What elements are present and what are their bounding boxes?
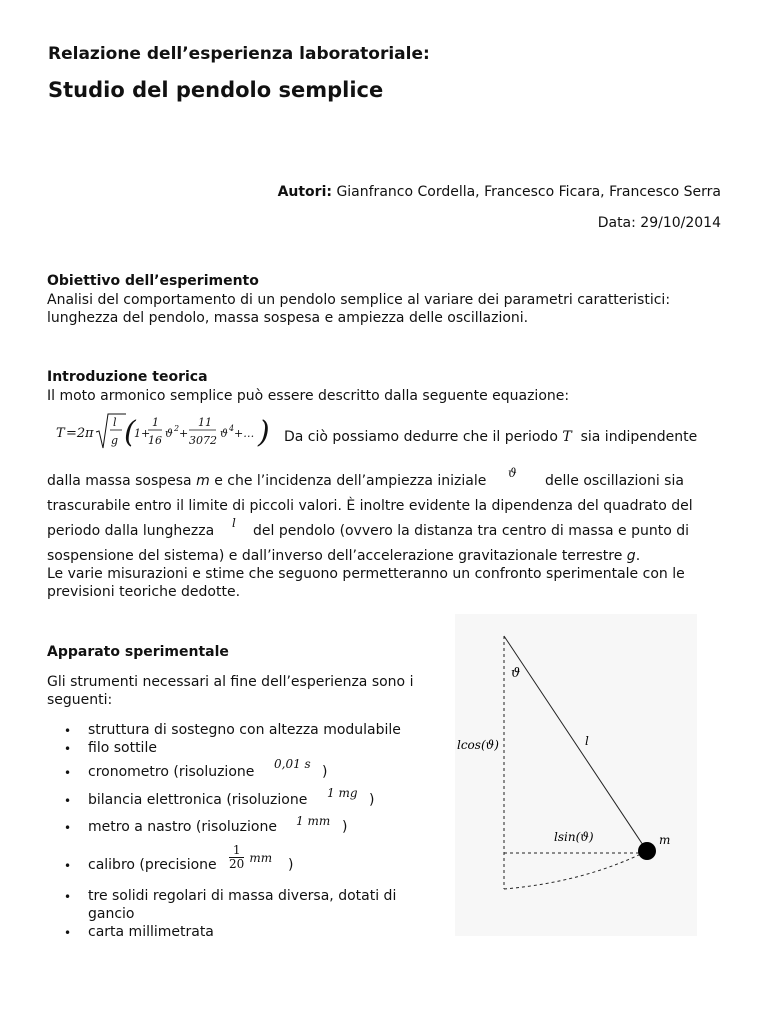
svg-text:3072: 3072	[189, 434, 217, 447]
svg-text:g: g	[111, 434, 119, 447]
intro-l3a: dalla massa sospesa	[47, 473, 192, 489]
svg-text:1+: 1+	[134, 427, 151, 440]
symbol-T: T	[562, 429, 572, 445]
intro-line-8: previsioni teoriche dedotte.	[47, 584, 241, 600]
svg-text:+: +	[179, 427, 189, 440]
svg-text:1: 1	[152, 416, 159, 429]
report-heading: Relazione dell’esperienza laboratoriale:	[48, 44, 430, 64]
svg-text:): )	[258, 415, 270, 450]
bullet-icon: •	[64, 766, 72, 780]
list-item: tre solidi regolari di massa diversa, dotati di	[88, 888, 397, 904]
svg-text:π: π	[85, 426, 94, 441]
bullet-icon: •	[64, 742, 72, 756]
list-item: metro a nastro (risoluzione	[88, 819, 277, 835]
list-item: struttura di sostegno con altezza modulabile	[88, 722, 401, 738]
list-item: filo sottile	[88, 740, 157, 756]
close-paren: )	[342, 819, 348, 835]
label-theta: ϑ	[511, 666, 521, 681]
authors-line	[278, 184, 721, 200]
close-paren: )	[288, 857, 294, 873]
res-chrono: 0,01 s	[274, 757, 311, 771]
svg-text:ϑ: ϑ	[220, 427, 228, 440]
bullet-icon: •	[64, 794, 72, 808]
bullet-icon: •	[64, 926, 72, 940]
label-lcos: lcos(ϑ)	[457, 738, 499, 752]
apparatus-line-2: seguenti:	[47, 692, 113, 708]
svg-text:4: 4	[229, 424, 235, 433]
bullet-icon: •	[64, 724, 72, 738]
intro-line-5a: periodo dalla lunghezza	[47, 523, 215, 539]
intro-l6: sospensione del sistema) e dall’inverso dell’accelerazione gravitazionale terrestre	[47, 548, 623, 564]
intro-l3b: e che l’incidenza dell’ampiezza iniziale	[214, 473, 487, 489]
intro-eq-text	[284, 429, 697, 445]
label-lsin: lsin(ϑ)	[554, 830, 594, 844]
apparatus-line-1: Gli strumenti necessari al fine dell’esperienza sono i	[47, 674, 414, 690]
objective-heading: Obiettivo dell’esperimento	[47, 273, 259, 289]
fraction	[229, 844, 244, 871]
intro-eq-text-a: Da ciò possiamo dedurre che il periodo	[284, 429, 558, 445]
period-equation	[54, 408, 282, 456]
bullet-icon: •	[64, 859, 72, 873]
fraction-denominator: 20	[229, 857, 245, 871]
label-l: l	[585, 734, 589, 748]
intro-line-6	[47, 548, 640, 564]
svg-text:11: 11	[198, 416, 212, 429]
report-date: Data: 29/10/2014	[597, 215, 721, 231]
objective-line-2: lunghezza del pendolo, massa sospesa e ampiezza delle oscillazioni.	[47, 310, 529, 326]
close-paren: )	[369, 792, 375, 808]
intro-line-3c: delle oscillazioni sia	[545, 473, 684, 489]
close-paren: )	[322, 764, 328, 780]
res-tape: 1 mm	[296, 814, 331, 828]
svg-text:l: l	[113, 416, 117, 429]
list-item: bilancia elettronica (risoluzione	[88, 792, 308, 808]
list-item: cronometro (risoluzione	[88, 764, 255, 780]
intro-line-3a	[47, 473, 486, 489]
calib-fraction	[229, 844, 272, 871]
pendulum-diagram	[455, 614, 697, 936]
intro-line-5b: del pendolo (ovvero la distanza tra centro di massa e punto di	[253, 523, 690, 539]
calib-unit: mm	[249, 851, 273, 865]
svg-text:2: 2	[174, 424, 180, 433]
intro-eq-text-b: sia indipendente	[580, 429, 698, 445]
svg-text:T: T	[56, 426, 65, 441]
svg-text:16: 16	[148, 434, 162, 447]
intro-l6-end: .	[635, 548, 641, 564]
symbol-m: m	[196, 473, 210, 489]
label-m: m	[659, 833, 671, 847]
svg-text:+…: +…	[234, 427, 255, 440]
res-balance: 1 mg	[327, 786, 358, 800]
objective-line-1: Analisi del comportamento di un pendolo semplice al variare dei parametri caratteristici:	[47, 292, 671, 308]
intro-heading: Introduzione teorica	[47, 369, 208, 385]
svg-text:ϑ: ϑ	[165, 427, 173, 440]
symbol-l: l	[232, 516, 236, 530]
authors-label: Autori:	[277, 184, 332, 200]
symbol-g: g	[626, 548, 636, 564]
svg-text:=2: =2	[66, 426, 86, 441]
symbol-theta: ϑ	[508, 466, 517, 480]
pendulum-mass	[638, 842, 656, 860]
authors-names: Gianfranco Cordella, Francesco Ficara, Francesco Serra	[336, 184, 721, 200]
apparatus-heading: Apparato sperimentale	[47, 644, 229, 660]
svg-text:(: (	[124, 415, 136, 450]
list-item-cont: gancio	[88, 906, 135, 922]
fraction-numerator: 1	[229, 844, 244, 858]
list-item: calibro (precisione	[88, 857, 217, 873]
bullet-icon: •	[64, 821, 72, 835]
intro-line-1: Il moto armonico semplice può essere descritto dalla seguente equazione:	[47, 388, 570, 404]
intro-line-4: trascurabile entro il limite di piccoli valori. È inoltre evidente la dipendenza del quadrato del	[47, 498, 693, 514]
list-item: carta millimetrata	[88, 924, 214, 940]
diagram-background	[455, 614, 697, 936]
bullet-icon: •	[64, 890, 72, 904]
report-title: Studio del pendolo semplice	[48, 78, 384, 102]
intro-line-7: Le varie misurazioni e stime che seguono permetteranno un confronto sperimentale con le	[47, 566, 685, 582]
